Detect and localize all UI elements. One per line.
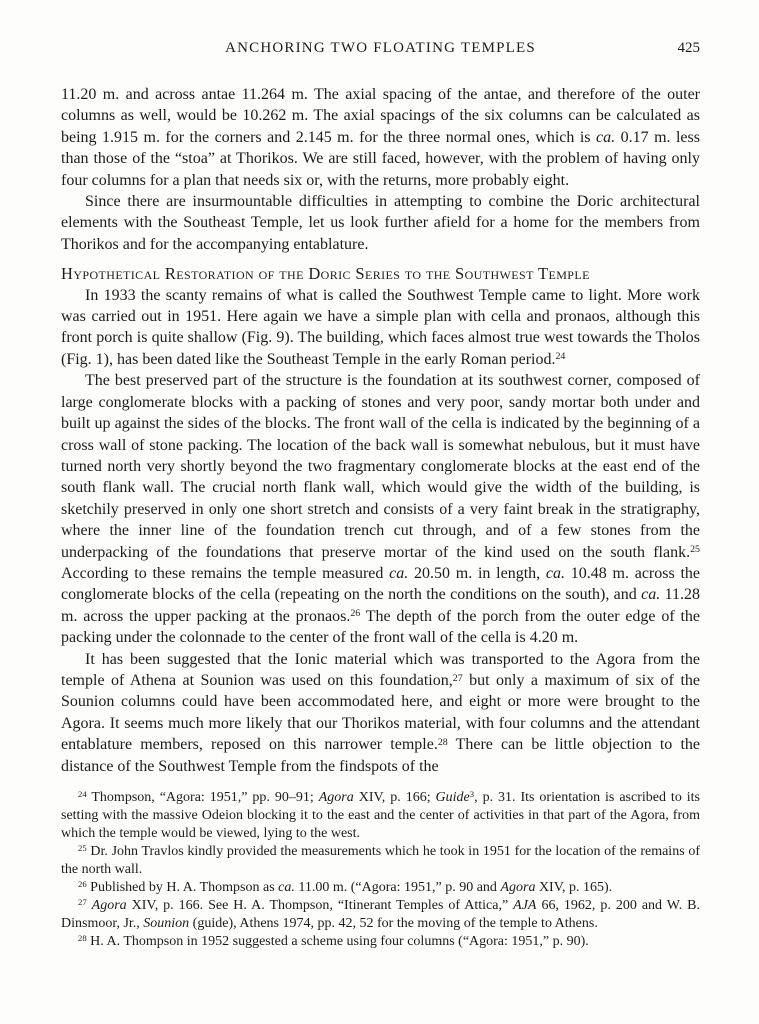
page-number: 425 — [677, 40, 700, 56]
superscript: 27 — [78, 897, 87, 908]
footnote: $^{27}$ Agora XIV, p. 166. See H. A. Thompson, “Itinerant Temples of Attica,” AJA 66, 1962, p. 200 and W. B. Dinsmoor, Jr., Sounion (guide), Athens 1974, pp. 42, 52 for the moving of the temple to Athens. — [61, 897, 701, 931]
superscript: 27 — [452, 672, 463, 684]
paragraph: Since there are insurmountable difficulties in attempting to combine the Doric architectural elements with the Southeast Temple, let us look further afield for a home for the members from Thorikos and for the accompanying entablature. — [61, 193, 700, 253]
superscript: 26 — [350, 608, 361, 620]
running-head-title: ANCHORING TWO FLOATING TEMPLES — [225, 40, 536, 56]
footnote: $^{24}$ Thompson, “Agora: 1951,” pp. 90–91; Agora XIV, p. 166; Guide$^3$, p. 31. Its orientation is ascribed to its setting with the massive Odeion blocking it to the east and the center of activities in that part of the Agora, from which the temple would be viewed, lying to the west. — [61, 789, 701, 841]
superscript: 3 — [469, 789, 475, 800]
superscript: 28 — [78, 933, 87, 944]
footnote: $^{25}$ Dr. John Travlos kindly provided the measurements which he took in 1951 for the location of the remains of the north wall. — [61, 843, 701, 877]
body-blocks — [61, 84, 700, 777]
footnote: $^{28}$ H. A. Thompson in 1952 suggested a scheme using four columns (“Agora: 1951,” p. 90). — [78, 933, 589, 949]
section-heading: Hypothetical Restoration of the Doric Series to the Southwest Temple — [61, 264, 590, 284]
superscript: 24 — [555, 351, 566, 363]
superscript: 24 — [78, 789, 87, 800]
footnotes — [61, 789, 700, 951]
superscript: 26 — [78, 879, 87, 890]
superscript: 25 — [690, 544, 700, 556]
paragraph: It has been suggested that the Ionic material which was transported to the Agora from the temple of Athena at Sounion was used on this foundation,$^{27}$ but only a maximum of six of the Sounion columns could have been accommodated here, and eight or more were brought to the Agora. It seems much more likely that our Thorikos material, with four columns and the attendant entablature members, reposed on this narrower temple.$^{28}$ There can be little objection to the distance of the Southwest Temple from the findspots of the — [61, 650, 701, 775]
paragraph: In 1933 the scanty remains of what is called the Southwest Temple came to light. More work was carried out in 1951. Here again we have a simple plan with cella and pronaos, although this front porch is quite shallow (Fig. 9). The building, which faces almost true west towards the Tholos (Fig. 1), has been dated like the Southeast Temple in the early Roman period.$^{24}$ — [61, 286, 700, 368]
footnote: $^{26}$ Published by H. A. Thompson as ca. 11.00 m. (“Agora: 1951,” p. 90 and Agora XIV, p. 165). — [78, 879, 613, 895]
superscript: 28 — [437, 736, 448, 748]
superscript: 25 — [78, 843, 87, 854]
running-header — [61, 40, 700, 60]
paragraph: 11.20 m. and across antae 11.264 m. The axial spacing of the antae, and therefore of the outer columns as well, would be 10.262 m. The axial spacings of the six columns can be calculated as being 1.915 m. for the corners and 2.145 m. for the three normal ones, which is ca. 0.17 m. less than those of the “stoa” at Thorikos. We are still faced, however, with the problem of having only four columns for a plan that needs six or, with the returns, more probably eight. — [61, 86, 700, 189]
paragraph: The best preserved part of the structure is the foundation at its southwest corner, composed of large conglomerate blocks with a packing of stones and very poor, sandy mortar both under and built up against the sides of the blocks. The front wall of the cella is indicated by the beginning of a cross wall of stone packing. The location of the back wall is somewhat nebulous, but it must have turned north very shortly beyond the two fragmentary conglomerate blocks at the east end of the south flank wall. The crucial north flank wall, which would give the width of the building, is sketchily preserved in only one short stretch and consists of a very faint break in the stratigraphy, where the inner line of the foundation trench cut through, and of a few stones from the underpacking of the foundations that preserve mortar of the kind used on the south flank.$^{25}$ According to these remains the temple measured ca. 20.50 m. in length, ca. 10.48 m. across the conglomerate blocks of the cella (repeating on the north the conditions on the south), and ca. 11.28 m. across the upper packing at the pronaos.$^{26}$ The depth of the porch from the outer edge of the packing under the colonnade to the center of the front wall of the cella is 4.20 m. — [61, 372, 701, 647]
